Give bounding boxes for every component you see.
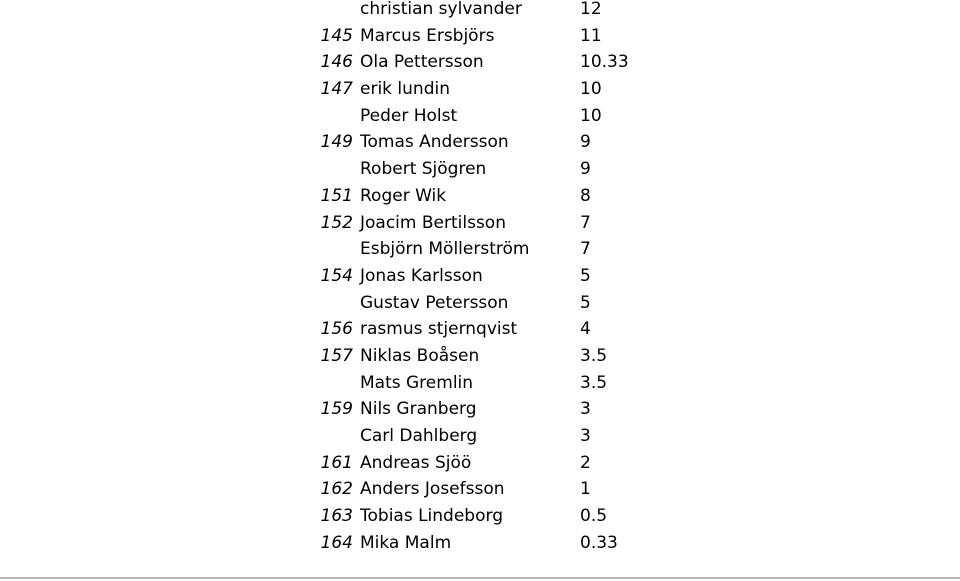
score-cell: 1 [580,479,591,500]
score-cell: 3 [580,426,591,446]
rank-cell: 147 [320,79,353,100]
name-cell: Peder Holst [360,105,458,126]
score-cell: 3.5 [580,345,608,366]
name-cell: Esbjörn Möllerström [360,239,530,260]
name-cell: erik lundin [360,79,450,100]
rank-cell: 164 [320,532,353,553]
score-cell: 9 [580,159,591,180]
name-cell: Niklas Boåsen [360,345,480,366]
table-row [0,129,960,156]
name-cell: Roger Wik [360,185,447,206]
table-row [0,343,960,370]
table-row [0,450,960,477]
rank-cell: 151 [320,185,353,206]
score-cell: 11 [580,25,602,46]
name-cell: Mats Gremlin [360,372,474,393]
name-cell: Gustav Petersson [360,292,509,313]
bottom-divider [0,577,960,579]
score-cell: 7 [580,212,591,233]
score-cell: 5 [580,265,591,286]
table-row [0,0,960,23]
table-row [0,316,960,343]
table-row [0,183,960,210]
table-row [0,263,960,290]
name-cell: Anders Josefsson [360,479,505,500]
score-cell: 8 [580,185,591,206]
table-row [0,503,960,530]
name-cell: Andreas Sjöö [360,452,472,473]
name-cell: Ola Pettersson [360,52,484,73]
table-row [0,530,960,557]
table-row [0,290,960,317]
name-cell: Robert Sjögren [360,159,487,180]
name-cell: Tobias Lindeborg [360,506,503,527]
score-cell: 10 [580,105,602,126]
table-row [0,210,960,237]
table-row [0,476,960,503]
rank-cell: 149 [320,132,353,153]
score-cell: 2 [580,452,591,473]
rank-cell: 159 [320,399,353,420]
score-cell: 4 [580,319,591,340]
rank-cell: 156 [320,319,353,340]
rank-cell: 154 [320,265,353,286]
rank-cell: 163 [320,506,353,527]
score-cell: 7 [580,239,591,260]
table-row [0,103,960,130]
score-cell: 10.33 [580,52,629,73]
name-cell: Nils Granberg [360,399,477,420]
rank-cell: 152 [320,212,353,233]
score-cell: 10 [580,79,602,100]
name-cell: Mika Malm [360,532,452,553]
name-cell: Marcus Ersbjörs [360,25,495,46]
table-row [0,23,960,50]
score-cell: 9 [580,132,591,153]
table-row [0,156,960,183]
table-row [0,236,960,263]
score-cell: 12 [580,0,602,19]
score-cell: 3.5 [580,372,608,393]
score-cell: 0.33 [580,532,618,553]
name-cell: Joacim Bertilsson [360,212,506,233]
name-cell: Carl Dahlberg [360,426,478,446]
score-cell: 5 [580,292,591,313]
name-cell: christian sylvander [360,0,522,19]
name-cell: Jonas Karlsson [360,265,483,286]
name-cell: Tomas Andersson [360,132,509,153]
score-cell: 0.5 [580,506,608,527]
name-cell: rasmus stjernqvist [360,319,518,340]
table-row [0,370,960,397]
rank-cell: 145 [320,25,353,46]
rank-cell: 146 [320,52,353,73]
table-row [0,49,960,76]
rank-cell: 162 [320,479,353,500]
table-row [0,76,960,103]
rank-cell: 161 [320,452,353,473]
score-cell: 3 [580,399,591,420]
rank-cell: 157 [320,345,353,366]
table-row [0,396,960,423]
table-row [0,423,960,450]
